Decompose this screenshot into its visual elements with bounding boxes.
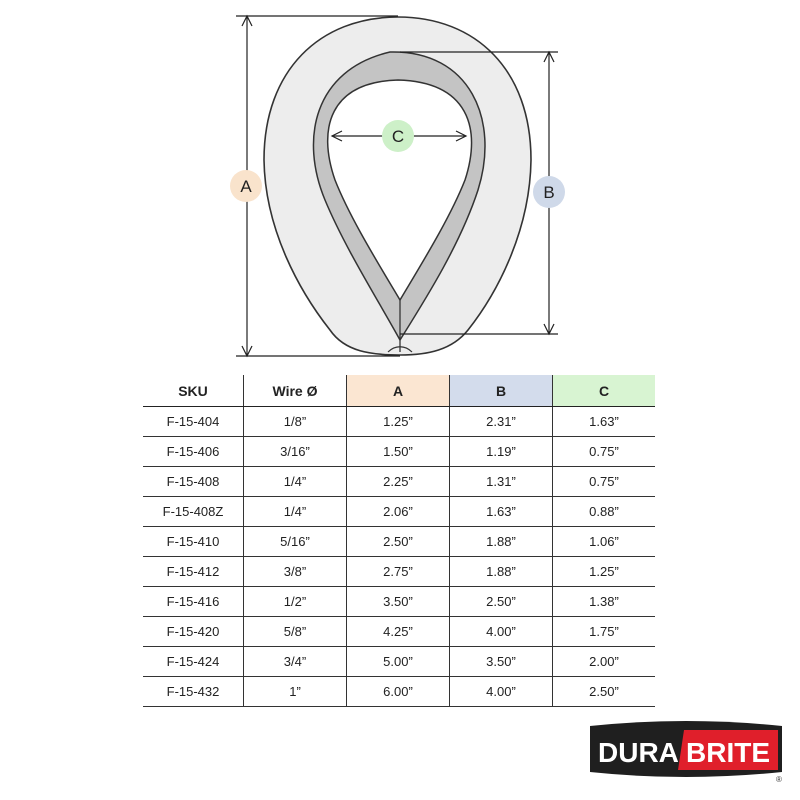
- logo-text-dura: DURA: [598, 737, 679, 768]
- cell-c: 1.75”: [553, 617, 656, 647]
- spec-table: [143, 375, 655, 707]
- cell-sku: F-15-404: [143, 407, 244, 437]
- header-a: A: [347, 375, 450, 407]
- cell-wire: 1/8”: [244, 407, 347, 437]
- table-row: [143, 407, 655, 437]
- cell-wire: 1/4”: [244, 497, 347, 527]
- table-row: [143, 437, 655, 467]
- table-row: [143, 587, 655, 617]
- cell-wire: 3/16”: [244, 437, 347, 467]
- cell-a: 1.25”: [347, 407, 450, 437]
- cell-wire: 5/8”: [244, 617, 347, 647]
- header-c: C: [553, 375, 656, 407]
- cell-c: 1.06”: [553, 527, 656, 557]
- cell-sku: F-15-408: [143, 467, 244, 497]
- cell-b: 1.31”: [450, 467, 553, 497]
- cell-b: 1.88”: [450, 557, 553, 587]
- cell-wire: 3/8”: [244, 557, 347, 587]
- logo-trademark: ®: [776, 775, 782, 784]
- durabrite-logo: [586, 720, 786, 784]
- cell-c: 0.88”: [553, 497, 656, 527]
- cell-a: 1.50”: [347, 437, 450, 467]
- cell-wire: 3/4”: [244, 647, 347, 677]
- cell-b: 1.63”: [450, 497, 553, 527]
- cell-sku: F-15-412: [143, 557, 244, 587]
- cell-a: 2.25”: [347, 467, 450, 497]
- table-row: [143, 617, 655, 647]
- cell-c: 2.50”: [553, 677, 656, 707]
- cell-a: 2.50”: [347, 527, 450, 557]
- cell-b: 2.50”: [450, 587, 553, 617]
- label-b: B: [543, 183, 555, 202]
- cell-c: 1.25”: [553, 557, 656, 587]
- table-row: [143, 497, 655, 527]
- cell-wire: 5/16”: [244, 527, 347, 557]
- cell-sku: F-15-406: [143, 437, 244, 467]
- cell-c: 0.75”: [553, 437, 656, 467]
- table-row: [143, 647, 655, 677]
- cell-b: 2.31”: [450, 407, 553, 437]
- cell-sku: F-15-424: [143, 647, 244, 677]
- cell-a: 4.25”: [347, 617, 450, 647]
- logo-text-brite: BRITE: [686, 737, 770, 768]
- cell-b: 4.00”: [450, 677, 553, 707]
- table-row: [143, 677, 655, 707]
- cell-c: 2.00”: [553, 647, 656, 677]
- cell-c: 0.75”: [553, 467, 656, 497]
- cell-wire: 1/2”: [244, 587, 347, 617]
- cell-sku: F-15-416: [143, 587, 244, 617]
- cell-sku: F-15-432: [143, 677, 244, 707]
- cell-sku: F-15-410: [143, 527, 244, 557]
- cell-a: 2.06”: [347, 497, 450, 527]
- cell-b: 4.00”: [450, 617, 553, 647]
- cell-wire: 1”: [244, 677, 347, 707]
- cell-b: 1.19”: [450, 437, 553, 467]
- header-sku: SKU: [143, 375, 244, 407]
- header-wire: Wire Ø: [244, 375, 347, 407]
- cell-b: 3.50”: [450, 647, 553, 677]
- cell-b: 1.88”: [450, 527, 553, 557]
- cell-sku: F-15-420: [143, 617, 244, 647]
- thimble-diagram: [0, 0, 800, 370]
- table-row: [143, 527, 655, 557]
- cell-c: 1.63”: [553, 407, 656, 437]
- header-b: B: [450, 375, 553, 407]
- cell-a: 2.75”: [347, 557, 450, 587]
- cell-a: 3.50”: [347, 587, 450, 617]
- table-header-row: [143, 375, 655, 407]
- cell-c: 1.38”: [553, 587, 656, 617]
- cell-a: 6.00”: [347, 677, 450, 707]
- cell-wire: 1/4”: [244, 467, 347, 497]
- table-row: [143, 467, 655, 497]
- cell-sku: F-15-408Z: [143, 497, 244, 527]
- label-c: C: [391, 127, 405, 146]
- table-row: [143, 557, 655, 587]
- cell-a: 5.00”: [347, 647, 450, 677]
- label-a: A: [240, 177, 252, 196]
